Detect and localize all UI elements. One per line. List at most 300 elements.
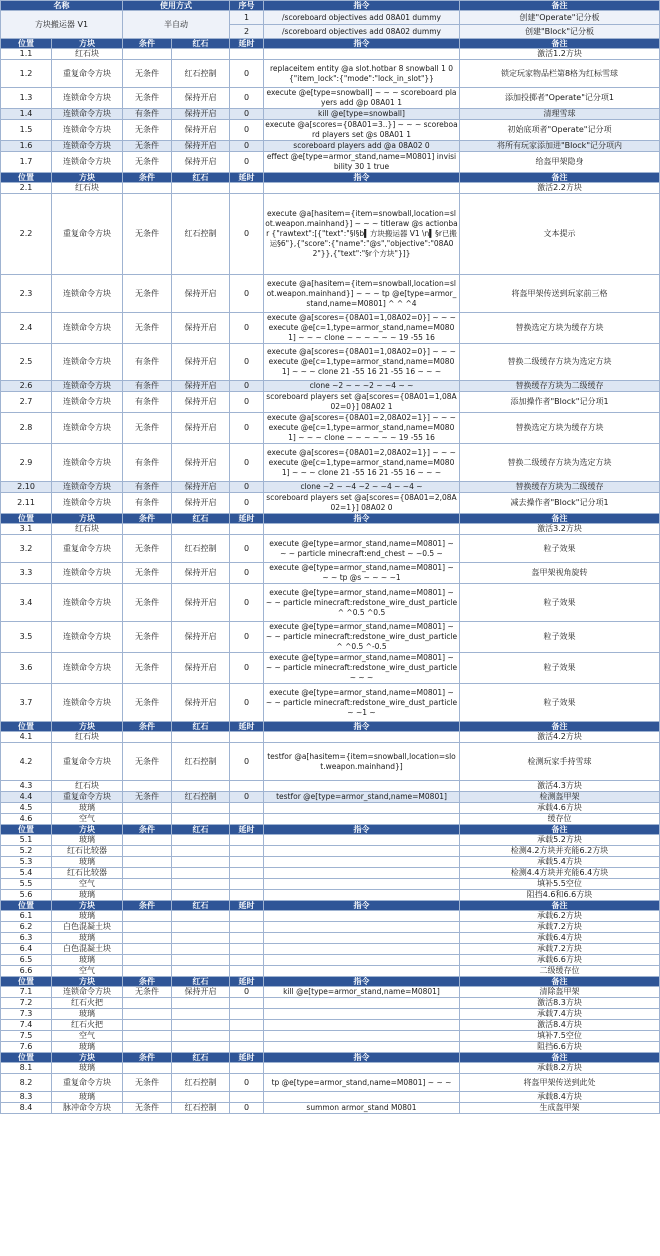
section-header-pos: 位置	[1, 173, 52, 183]
cell-cmd	[264, 814, 460, 825]
section-header-delay: 延时	[230, 901, 264, 911]
section-header-row	[1, 722, 660, 732]
section-header-redstone: 红石	[172, 722, 230, 732]
cell-cond	[123, 857, 172, 868]
cell-cond	[123, 49, 172, 60]
section-header-pos: 位置	[1, 514, 52, 524]
section-header-block: 方块	[52, 825, 123, 835]
cell-block: 玻璃	[52, 835, 123, 846]
top-seq: 2	[230, 25, 264, 39]
cell-cond	[123, 814, 172, 825]
cell-cond	[123, 933, 172, 944]
cell-pos: 1.7	[1, 152, 52, 173]
cell-pos: 2.4	[1, 313, 52, 344]
cell-delay	[230, 814, 264, 825]
cell-block: 连锁命令方块	[52, 563, 123, 584]
cell-delay: 0	[230, 120, 264, 141]
cell-redstone	[172, 955, 230, 966]
cell-cmd	[264, 781, 460, 792]
cell-delay: 0	[230, 622, 264, 653]
cell-delay	[230, 1031, 264, 1042]
section-header-cmd: 指令	[264, 173, 460, 183]
table-row	[1, 584, 660, 622]
cell-cond	[123, 922, 172, 933]
table-row	[1, 194, 660, 275]
table-row	[1, 109, 660, 120]
cell-cmd: testfor @e[type=armor_stand,name=M0801]	[264, 792, 460, 803]
cell-note: 初始底项者"Operate"记分项	[460, 120, 660, 141]
cell-block: 连锁命令方块	[52, 275, 123, 313]
table-row	[1, 868, 660, 879]
cell-cond: 无条件	[123, 584, 172, 622]
cell-note: 激活2.2方块	[460, 183, 660, 194]
cell-note: 添加操作者"Block"记分项1	[460, 392, 660, 413]
cell-block: 玻璃	[52, 955, 123, 966]
cell-delay	[230, 890, 264, 901]
section-header-note: 备注	[460, 514, 660, 524]
cell-note: 替换缓存方块为二级缓存	[460, 381, 660, 392]
cell-cmd	[264, 183, 460, 194]
section-header-pos: 位置	[1, 722, 52, 732]
cell-redstone: 保持开启	[172, 653, 230, 684]
section-header-note: 备注	[460, 39, 660, 49]
cell-delay: 0	[230, 653, 264, 684]
section-header-pos: 位置	[1, 901, 52, 911]
cell-cmd: execute @e[type=armor_stand,name=M0801] ~ ~ ~ particle minecraft:redstone_wire_dust_particle ^ ^0.5 ^-0.5	[264, 622, 460, 653]
cell-delay: 0	[230, 482, 264, 493]
section-header-pos: 位置	[1, 977, 52, 987]
cell-note: 承载7.2方块	[460, 944, 660, 955]
section-header-cond: 条件	[123, 173, 172, 183]
header-name: 名称	[1, 1, 123, 11]
cell-note: 激活8.4方块	[460, 1020, 660, 1031]
cell-delay	[230, 933, 264, 944]
section-header-redstone: 红石	[172, 977, 230, 987]
cell-cond	[123, 966, 172, 977]
top-note: 创建"Block"记分板	[460, 25, 660, 39]
cell-pos: 4.1	[1, 732, 52, 743]
cell-cond: 无条件	[123, 1103, 172, 1114]
cell-note: 盔甲架视角旋转	[460, 563, 660, 584]
section-header-redstone: 红石	[172, 39, 230, 49]
cell-cmd	[264, 890, 460, 901]
cell-delay	[230, 966, 264, 977]
cell-cond: 无条件	[123, 60, 172, 88]
section-header-cmd: 指令	[264, 901, 460, 911]
cell-redstone: 红石控制	[172, 743, 230, 781]
table-row	[1, 1063, 660, 1074]
cell-delay	[230, 955, 264, 966]
cell-delay	[230, 1042, 264, 1053]
cell-cond: 有条件	[123, 482, 172, 493]
cell-redstone: 红石控制	[172, 194, 230, 275]
cell-note: 填补5.5空位	[460, 879, 660, 890]
cell-block: 空气	[52, 1031, 123, 1042]
cell-cmd	[264, 1063, 460, 1074]
cell-block: 白色混凝土块	[52, 922, 123, 933]
cell-pos: 2.7	[1, 392, 52, 413]
cell-cmd	[264, 524, 460, 535]
cell-pos: 1.6	[1, 141, 52, 152]
cell-note: 阻挡4.6和6.6方块	[460, 890, 660, 901]
cell-redstone	[172, 1063, 230, 1074]
section-header-row	[1, 977, 660, 987]
cell-cond: 无条件	[123, 313, 172, 344]
cell-cmd: scoreboard players add @a 08A02 0	[264, 141, 460, 152]
cell-redstone: 保持开启	[172, 141, 230, 152]
cell-delay: 0	[230, 493, 264, 514]
section-header-delay: 延时	[230, 514, 264, 524]
section-header-cmd: 指令	[264, 39, 460, 49]
cell-cond: 无条件	[123, 987, 172, 998]
cell-block: 玻璃	[52, 890, 123, 901]
cell-pos: 2.11	[1, 493, 52, 514]
cell-redstone	[172, 1009, 230, 1020]
cell-pos: 6.4	[1, 944, 52, 955]
cell-delay	[230, 879, 264, 890]
table-row	[1, 88, 660, 109]
section-header-cmd: 指令	[264, 1053, 460, 1063]
cell-delay: 0	[230, 381, 264, 392]
cell-pos: 1.1	[1, 49, 52, 60]
cell-delay: 0	[230, 792, 264, 803]
cell-delay: 0	[230, 563, 264, 584]
cell-redstone: 红石控制	[172, 1074, 230, 1092]
cell-redstone: 保持开启	[172, 275, 230, 313]
cell-pos: 7.3	[1, 1009, 52, 1020]
cell-delay: 0	[230, 275, 264, 313]
cell-block: 连锁命令方块	[52, 444, 123, 482]
cell-cmd	[264, 1031, 460, 1042]
table-row	[1, 120, 660, 141]
cell-cond: 无条件	[123, 194, 172, 275]
section-header-delay: 延时	[230, 722, 264, 732]
cell-delay	[230, 183, 264, 194]
section-header-delay: 延时	[230, 825, 264, 835]
cell-redstone	[172, 1042, 230, 1053]
cell-cond	[123, 868, 172, 879]
section-header-cond: 条件	[123, 39, 172, 49]
cell-cond	[123, 911, 172, 922]
section-header-cond: 条件	[123, 825, 172, 835]
cell-pos: 8.4	[1, 1103, 52, 1114]
table-row	[1, 879, 660, 890]
table-row	[1, 381, 660, 392]
cell-block: 红石比较器	[52, 868, 123, 879]
cell-delay	[230, 803, 264, 814]
cell-block: 连锁命令方块	[52, 653, 123, 684]
cell-redstone	[172, 966, 230, 977]
cell-delay: 0	[230, 1074, 264, 1092]
section-header-cond: 条件	[123, 901, 172, 911]
cell-note: 粒子效果	[460, 653, 660, 684]
cell-block: 连锁命令方块	[52, 493, 123, 514]
table-row	[1, 1103, 660, 1114]
cell-redstone	[172, 879, 230, 890]
cell-note: 检测玩家手持雪球	[460, 743, 660, 781]
table-row	[1, 535, 660, 563]
cell-cond: 无条件	[123, 88, 172, 109]
cell-cond: 无条件	[123, 684, 172, 722]
cell-redstone	[172, 732, 230, 743]
section-header-delay: 延时	[230, 1053, 264, 1063]
usage-method: 半自动	[123, 11, 230, 39]
cell-cond: 无条件	[123, 792, 172, 803]
top-row	[1, 11, 660, 25]
cell-note: 将盔甲架传送到此处	[460, 1074, 660, 1092]
cell-delay	[230, 911, 264, 922]
table-row	[1, 524, 660, 535]
table-row	[1, 732, 660, 743]
cell-pos: 2.3	[1, 275, 52, 313]
cell-redstone: 保持开启	[172, 413, 230, 444]
cell-cmd	[264, 933, 460, 944]
cell-delay	[230, 868, 264, 879]
section-header-pos: 位置	[1, 39, 52, 49]
cell-delay: 0	[230, 194, 264, 275]
cell-redstone: 保持开启	[172, 563, 230, 584]
cell-pos: 5.5	[1, 879, 52, 890]
cell-redstone	[172, 1092, 230, 1103]
cell-cond: 无条件	[123, 120, 172, 141]
cell-pos: 4.2	[1, 743, 52, 781]
cell-pos: 1.4	[1, 109, 52, 120]
section-header-note: 备注	[460, 173, 660, 183]
cell-cond	[123, 1042, 172, 1053]
cell-cond: 无条件	[123, 563, 172, 584]
section-header-delay: 延时	[230, 39, 264, 49]
section-header-cond: 条件	[123, 722, 172, 732]
cell-redstone: 红石控制	[172, 60, 230, 88]
table-row	[1, 563, 660, 584]
cell-redstone: 保持开启	[172, 987, 230, 998]
cell-block: 重复命令方块	[52, 792, 123, 803]
cell-cond	[123, 803, 172, 814]
cell-cmd	[264, 966, 460, 977]
section-header-delay: 延时	[230, 173, 264, 183]
cell-block: 红石火把	[52, 998, 123, 1009]
section-header-row	[1, 901, 660, 911]
cell-block: 玻璃	[52, 1092, 123, 1103]
cell-block: 玻璃	[52, 1042, 123, 1053]
cell-redstone	[172, 1031, 230, 1042]
cell-note: 将盔甲架传送到玩家前三格	[460, 275, 660, 313]
table-row	[1, 275, 660, 313]
cell-cmd: kill @e[type=snowball]	[264, 109, 460, 120]
cell-note: 清除盔甲架	[460, 987, 660, 998]
cell-note: 阻挡6.6方块	[460, 1042, 660, 1053]
table-row	[1, 413, 660, 444]
cell-cmd	[264, 835, 460, 846]
section-header-redstone: 红石	[172, 825, 230, 835]
cell-redstone	[172, 781, 230, 792]
cell-cmd	[264, 1042, 460, 1053]
cell-note: 将所有玩家添加进"Block"记分项内	[460, 141, 660, 152]
header-note: 备注	[460, 1, 660, 11]
cell-note: 承载6.6方块	[460, 955, 660, 966]
cell-block: 红石块	[52, 183, 123, 194]
section-header-block: 方块	[52, 977, 123, 987]
cell-cmd	[264, 803, 460, 814]
cell-block: 连锁命令方块	[52, 344, 123, 381]
section-header-block: 方块	[52, 514, 123, 524]
cell-redstone: 保持开启	[172, 444, 230, 482]
cell-cmd	[264, 1092, 460, 1103]
cell-note: 二级缓存位	[460, 966, 660, 977]
cell-pos: 4.3	[1, 781, 52, 792]
cell-note: 激活4.2方块	[460, 732, 660, 743]
cell-redstone	[172, 803, 230, 814]
section-header-row	[1, 173, 660, 183]
cell-note: 承载7.2方块	[460, 922, 660, 933]
cell-delay: 0	[230, 392, 264, 413]
cell-cmd: execute @a[hasitem={item=snowball,location=slot.weapon.mainhand}] ~ ~ ~ titleraw @s actionbar {"rawtext":[{"text":"§l§b▍方块搬运器 V1 \n▍§r已搬运§6"},{"score":{"name":"@s","objective":"08A02"}},{"text":"§r个方块"}]}	[264, 194, 460, 275]
cell-block: 连锁命令方块	[52, 622, 123, 653]
cell-block: 连锁命令方块	[52, 88, 123, 109]
cell-block: 连锁命令方块	[52, 987, 123, 998]
cell-cmd	[264, 879, 460, 890]
cell-redstone	[172, 1020, 230, 1031]
cell-redstone: 保持开启	[172, 120, 230, 141]
cell-pos: 5.1	[1, 835, 52, 846]
section-header-cmd: 指令	[264, 514, 460, 524]
cell-pos: 3.1	[1, 524, 52, 535]
cell-cmd: summon armor_stand M0801	[264, 1103, 460, 1114]
cell-pos: 7.6	[1, 1042, 52, 1053]
cell-cond: 无条件	[123, 141, 172, 152]
cell-note: 填补7.5空位	[460, 1031, 660, 1042]
cell-block: 玻璃	[52, 933, 123, 944]
cell-note: 承载8.4方块	[460, 1092, 660, 1103]
cell-pos: 8.1	[1, 1063, 52, 1074]
table-row	[1, 987, 660, 998]
cell-pos: 5.2	[1, 846, 52, 857]
cell-block: 玻璃	[52, 1009, 123, 1020]
table-row	[1, 966, 660, 977]
cell-cond: 无条件	[123, 152, 172, 173]
cell-delay	[230, 1009, 264, 1020]
table-row	[1, 152, 660, 173]
cell-pos: 7.5	[1, 1031, 52, 1042]
cell-redstone: 红石控制	[172, 792, 230, 803]
cell-cond	[123, 890, 172, 901]
cell-delay	[230, 732, 264, 743]
cell-delay: 0	[230, 413, 264, 444]
cell-cond	[123, 998, 172, 1009]
cell-pos: 2.5	[1, 344, 52, 381]
table-row	[1, 684, 660, 722]
cell-delay	[230, 998, 264, 1009]
cell-cond: 无条件	[123, 653, 172, 684]
cell-redstone: 保持开启	[172, 684, 230, 722]
top-header-row	[1, 1, 660, 11]
cell-redstone: 红石控制	[172, 1103, 230, 1114]
cell-cmd: execute @a[scores={08A01=2,08A02=1}] ~ ~ ~ execute @e[c=1,type=armor_stand,name=M0801] ~ ~ ~ clone 21 -55 16 21 -55 16 ~ ~ ~	[264, 444, 460, 482]
cell-redstone	[172, 933, 230, 944]
cell-delay	[230, 944, 264, 955]
cell-block: 重复命令方块	[52, 1074, 123, 1092]
cell-note: 粒子效果	[460, 622, 660, 653]
section-header-block: 方块	[52, 39, 123, 49]
table-row	[1, 743, 660, 781]
cell-delay: 0	[230, 584, 264, 622]
cell-pos: 2.6	[1, 381, 52, 392]
cell-cond: 有条件	[123, 392, 172, 413]
cell-delay	[230, 1063, 264, 1074]
cell-redstone	[172, 524, 230, 535]
cell-pos: 5.4	[1, 868, 52, 879]
table-row	[1, 141, 660, 152]
cell-pos: 2.9	[1, 444, 52, 482]
cell-pos: 8.2	[1, 1074, 52, 1092]
cell-cond	[123, 1009, 172, 1020]
cell-pos: 2.10	[1, 482, 52, 493]
cell-cond	[123, 955, 172, 966]
cell-cond	[123, 879, 172, 890]
section-header-cmd: 指令	[264, 977, 460, 987]
cell-note: 承载5.2方块	[460, 835, 660, 846]
cell-delay: 0	[230, 1103, 264, 1114]
top-seq: 1	[230, 11, 264, 25]
table-row	[1, 814, 660, 825]
cell-delay: 0	[230, 535, 264, 563]
cell-redstone	[172, 944, 230, 955]
cell-redstone: 保持开启	[172, 109, 230, 120]
cell-cmd: effect @e[type=armor_stand,name=M0801] invisibility 30 1 true	[264, 152, 460, 173]
cell-block: 脉冲命令方块	[52, 1103, 123, 1114]
table-row	[1, 792, 660, 803]
cell-cond: 有条件	[123, 444, 172, 482]
section-header-note: 备注	[460, 825, 660, 835]
cell-cmd: scoreboard players set @a[scores={08A01=2,08A02=1}] 08A02 0	[264, 493, 460, 514]
section-header-redstone: 红石	[172, 173, 230, 183]
cell-cmd: execute @e[type=armor_stand,name=M0801] ~ ~ ~ particle minecraft:end_chest ~ ~0.5 ~	[264, 535, 460, 563]
cell-delay: 0	[230, 88, 264, 109]
cell-note: 承载4.6方块	[460, 803, 660, 814]
cell-delay	[230, 846, 264, 857]
cell-redstone: 保持开启	[172, 392, 230, 413]
cell-block: 空气	[52, 814, 123, 825]
cell-cond: 无条件	[123, 275, 172, 313]
cell-note: 生成盔甲架	[460, 1103, 660, 1114]
cell-block: 重复命令方块	[52, 743, 123, 781]
cell-pos: 3.5	[1, 622, 52, 653]
top-cmd: /scoreboard objectives add 08A01 dummy	[264, 11, 460, 25]
section-header-pos: 位置	[1, 1053, 52, 1063]
section-header-cmd: 指令	[264, 722, 460, 732]
cell-block: 重复命令方块	[52, 194, 123, 275]
section-header-note: 备注	[460, 977, 660, 987]
section-header-redstone: 红石	[172, 514, 230, 524]
cell-pos: 6.2	[1, 922, 52, 933]
section-header-cond: 条件	[123, 514, 172, 524]
cell-block: 连锁命令方块	[52, 392, 123, 413]
cell-cmd: execute @e[type=armor_stand,name=M0801] ~ ~ ~ particle minecraft:redstone_wire_dust_particle ~ ~ ~	[264, 653, 460, 684]
cell-cmd	[264, 868, 460, 879]
cell-note: 文本提示	[460, 194, 660, 275]
cell-pos: 3.3	[1, 563, 52, 584]
table-row	[1, 653, 660, 684]
cell-redstone: 保持开启	[172, 584, 230, 622]
table-row	[1, 803, 660, 814]
table-row	[1, 933, 660, 944]
table-row	[1, 183, 660, 194]
table-row	[1, 835, 660, 846]
cell-block: 红石块	[52, 732, 123, 743]
table-row	[1, 890, 660, 901]
cell-pos: 6.3	[1, 933, 52, 944]
cell-note: 检测盔甲架	[460, 792, 660, 803]
